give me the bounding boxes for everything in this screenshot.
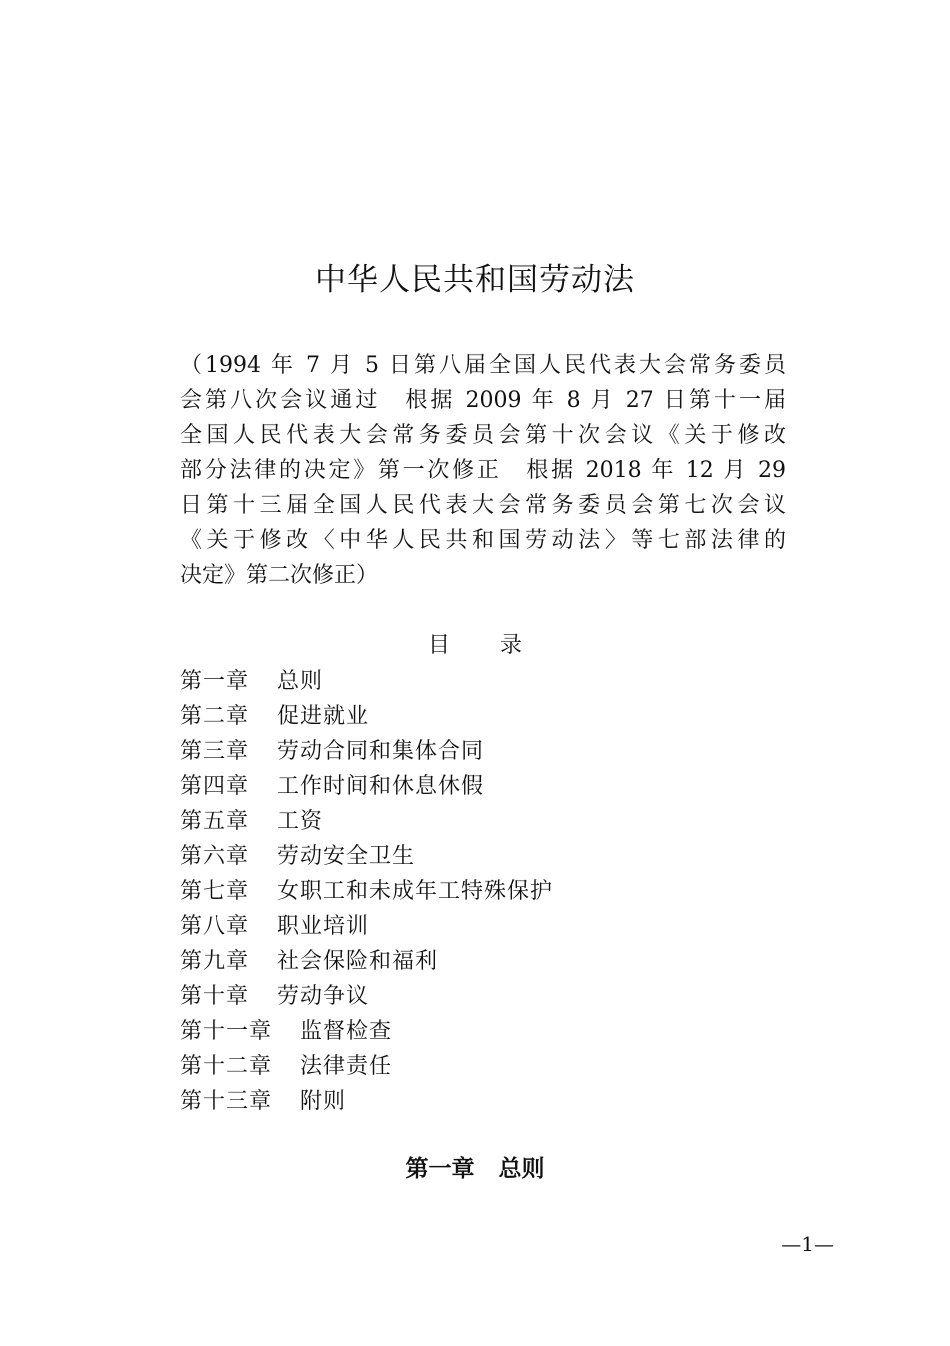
toc-item (180, 839, 553, 874)
toc-chapter-name: 劳动安全卫生 (277, 844, 416, 869)
preamble-line: 全国人民代表大会常务委员会第十次会议《关于修改 (180, 423, 786, 448)
toc-item (180, 874, 553, 909)
preamble-line: 决定》第二次修正） (180, 563, 379, 588)
toc-item (180, 804, 553, 839)
preamble-line: 部分法律的决定》第一次修正 根据 2018 年 12 月 29 (180, 458, 786, 483)
toc-chapter-number: 第六章 (180, 844, 250, 869)
toc-chapter-name: 附则 (300, 1089, 347, 1114)
toc-chapter-number: 第十二章 (180, 1054, 273, 1079)
toc-item (180, 1049, 553, 1084)
toc-chapter-name: 劳动合同和集体合同 (277, 739, 485, 764)
chapter-heading (0, 1152, 950, 1186)
toc-item (180, 1084, 553, 1119)
toc-chapter-number: 第五章 (180, 809, 250, 834)
toc-chapter-number: 第七章 (180, 879, 250, 904)
preamble (180, 348, 786, 593)
toc-chapter-number: 第十三章 (180, 1089, 273, 1114)
toc-item (180, 1014, 553, 1049)
toc-chapter-name: 监督检查 (300, 1019, 393, 1044)
toc-item (180, 734, 553, 769)
preamble-line: 《关于修改〈中华人民共和国劳动法〉等七部法律的 (180, 528, 786, 553)
toc-chapter-name: 职业培训 (277, 914, 370, 939)
toc-item (180, 664, 553, 699)
table-of-contents (180, 664, 553, 1119)
toc-chapter-number: 第九章 (180, 949, 250, 974)
toc-heading-left: 目 (427, 633, 450, 658)
toc-item (180, 699, 553, 734)
toc-item (180, 769, 553, 804)
chapter-heading-name: 总则 (498, 1156, 545, 1182)
toc-chapter-name: 总则 (277, 669, 324, 694)
toc-chapter-number: 第三章 (180, 739, 250, 764)
toc-chapter-number: 第十一章 (180, 1019, 273, 1044)
toc-chapter-number: 第八章 (180, 914, 250, 939)
toc-chapter-number: 第二章 (180, 704, 250, 729)
toc-chapter-name: 劳动争议 (277, 984, 370, 1009)
page-number: —1— (781, 1232, 834, 1256)
toc-chapter-name: 法律责任 (300, 1054, 393, 1079)
toc-chapter-number: 第四章 (180, 774, 250, 799)
document-title: 中华人民共和国劳动法 (315, 262, 635, 298)
toc-heading (0, 630, 950, 662)
toc-item (180, 944, 553, 979)
preamble-line: 日第十三届全国人民代表大会常务委员会第七次会议 (180, 493, 786, 518)
toc-chapter-name: 社会保险和福利 (277, 949, 439, 974)
toc-chapter-name: 女职工和未成年工特殊保护 (277, 879, 554, 904)
toc-chapter-name: 工资 (277, 809, 324, 834)
toc-heading-right: 录 (500, 633, 523, 658)
preamble-line: （1994 年 7 月 5 日第八届全国人民代表大会常务委员 (180, 353, 786, 378)
toc-chapter-name: 工作时间和休息休假 (277, 774, 485, 799)
toc-chapter-number: 第一章 (180, 669, 250, 694)
toc-item (180, 979, 553, 1014)
preamble-line: 会第八次会议通过 根据 2009 年 8 月 27 日第十一届 (180, 388, 786, 413)
toc-item (180, 909, 553, 944)
toc-chapter-name: 促进就业 (277, 704, 370, 729)
toc-chapter-number: 第十章 (180, 984, 250, 1009)
chapter-heading-number: 第一章 (405, 1156, 475, 1182)
